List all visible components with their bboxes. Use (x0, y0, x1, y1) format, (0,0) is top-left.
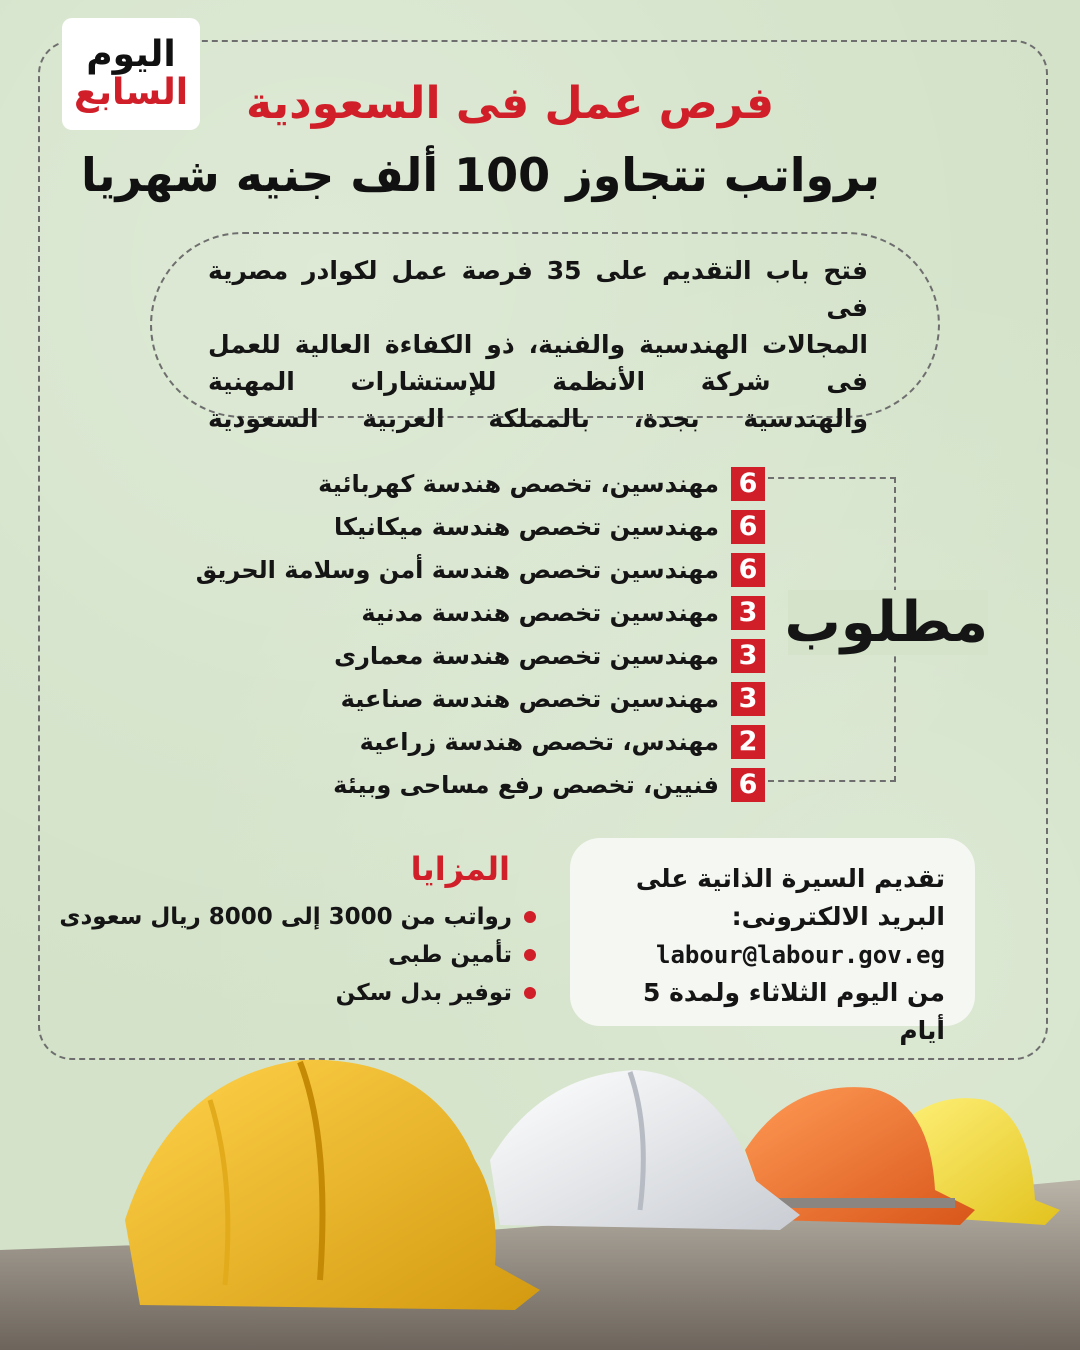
helmet-yellow-icon (125, 1060, 540, 1310)
required-label: مطلوب (784, 590, 988, 655)
count-badge: 3 (731, 596, 765, 630)
job-title: مهندسين تخصص هندسة معمارى (334, 641, 719, 670)
apply-box (570, 838, 975, 1045)
brand-logo (62, 18, 200, 130)
list-item (150, 720, 765, 763)
list-item (150, 634, 765, 677)
required-list (150, 462, 765, 806)
bullet-icon (524, 949, 536, 961)
helmets-scene (0, 1040, 1080, 1350)
benefit-text: رواتب من 3000 إلى 8000 ريال سعودى (59, 904, 512, 930)
list-item (150, 505, 765, 548)
benefit-text: توفير بدل سكن (335, 980, 512, 1006)
list-item (150, 462, 765, 505)
logo-line-1: اليوم (86, 34, 176, 75)
list-item (150, 677, 765, 720)
apply-line: من اليوم الثلاثاء ولمدة 5 أيام (643, 978, 945, 1045)
benefits-title: المزايا (410, 850, 510, 888)
benefits-section (59, 850, 536, 1012)
intro-line: والهندسية بجدة، بالمملكة العربية السعودية (208, 404, 868, 433)
count-badge: 6 (731, 553, 765, 587)
logo-line-2: السابع (73, 72, 189, 113)
bullet-icon (524, 911, 536, 923)
job-title: مهندسين تخصص هندسة ميكانيكا (334, 512, 719, 541)
job-title: فنيين، تخصص رفع مساحى وبيئة (333, 770, 719, 799)
page-title: فرص عمل فى السعودية (245, 78, 775, 129)
count-badge: 6 (731, 510, 765, 544)
page-subtitle: برواتب تتجاوز 100 ألف جنيه شهريا (80, 148, 880, 202)
count-badge: 3 (731, 682, 765, 716)
benefit-item (96, 936, 536, 974)
list-item (150, 591, 765, 634)
list-item (150, 548, 765, 591)
benefit-item (59, 898, 536, 936)
intro-line: المجالات الهندسية والفنية، ذو الكفاءة العالية للعمل (208, 330, 868, 359)
count-badge: 6 (731, 467, 765, 501)
intro-line: فتح باب التقديم على 35 فرصة عمل لكوادر مصرية فى (208, 256, 869, 322)
bullet-icon (524, 987, 536, 999)
count-badge: 6 (731, 768, 765, 802)
intro-box (150, 232, 940, 433)
job-title: مهندسين تخصص هندسة مدنية (361, 598, 719, 627)
list-item (150, 763, 765, 806)
benefit-text: تأمين طبى (388, 942, 512, 968)
job-title: مهندس، تخصص هندسة زراعية (359, 727, 719, 756)
email-link[interactable]: labour@labour.gov.eg (656, 941, 945, 969)
job-title: مهندسين تخصص هندسة أمن وسلامة الحريق (195, 555, 719, 584)
count-badge: 3 (731, 639, 765, 673)
apply-line: البريد الالكترونى: (731, 902, 945, 931)
job-title: مهندسين، تخصص هندسة كهربائية (318, 469, 719, 498)
apply-line: تقديم السيرة الذاتية على (635, 864, 945, 893)
benefit-item (96, 974, 536, 1012)
job-title: مهندسين تخصص هندسة صناعية (340, 684, 719, 713)
intro-line: فى شركة الأنظمة للإستشارات المهنية (208, 367, 868, 396)
count-badge: 2 (731, 725, 765, 759)
